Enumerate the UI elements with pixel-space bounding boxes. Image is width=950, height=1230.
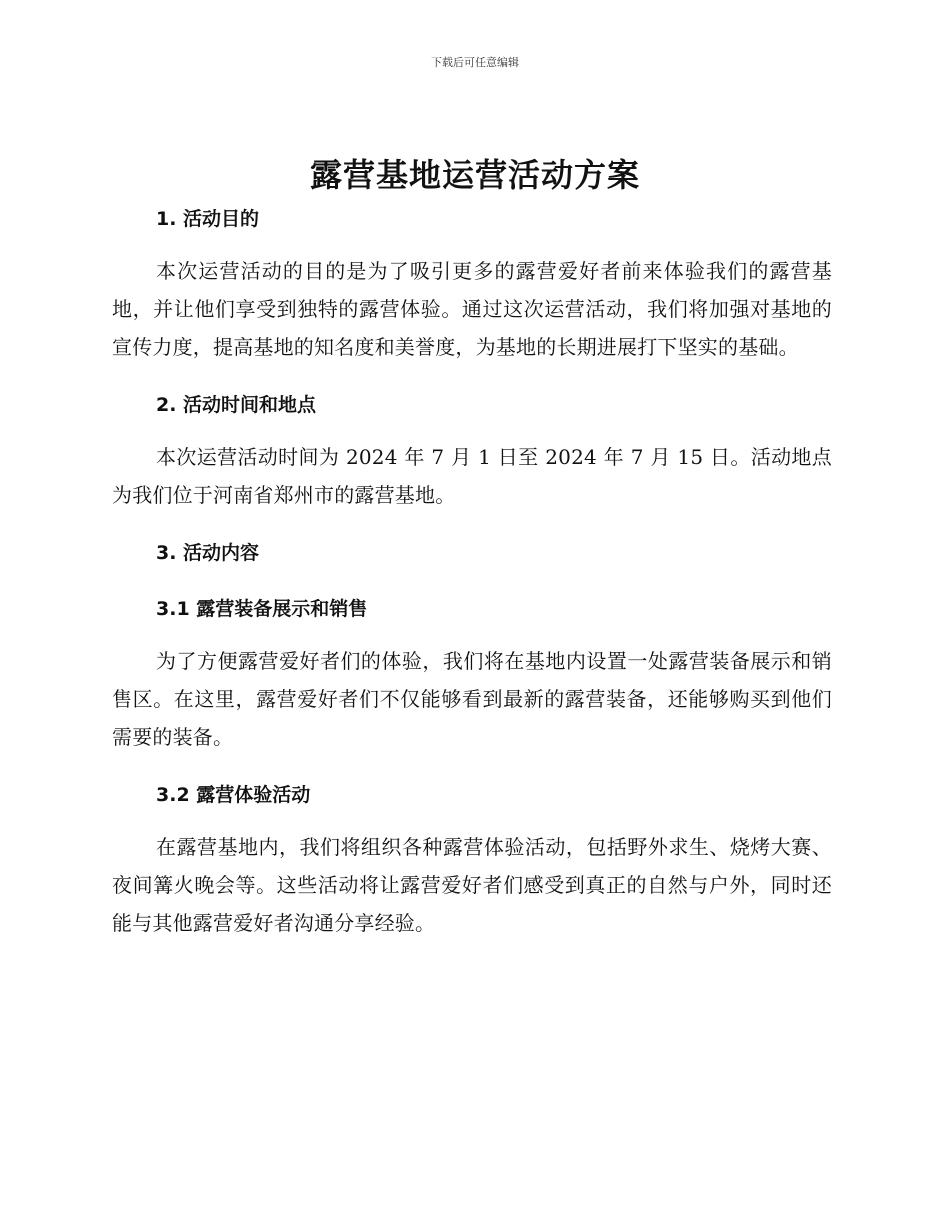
section-heading-content: 3. 活动内容 [156,542,260,564]
header-note: 下载后可任意编辑 [431,56,519,69]
document-title: 露营基地运营活动方案 [309,156,640,194]
section-heading-experience: 3.2 露营体验活动 [156,784,311,806]
section-heading-equipment: 3.1 露营装备展示和销售 [156,598,368,620]
section-paragraph-purpose: 本次运营活动的目的是为了吸引更多的露营爱好者前来体验我们的露营基地，并让他们享受到独特的露营体验。通过这次运营活动，我们将加强对基地的宣传力度，提高基地的知名度和美誉度，为基地的长期进展打下坚实的基础。 [112,259,832,359]
document-body [112,202,832,942]
section-heading-time-place: 2. 活动时间和地点 [156,394,317,416]
section-paragraph-equipment: 为了方便露营爱好者们的体验，我们将在基地内设置一处露营装备展示和销售区。在这里，露营爱好者们不仅能够看到最新的露营装备，还能够购买到他们需要的装备。 [112,649,832,749]
section-heading-purpose: 1. 活动目的 [156,208,260,230]
section-paragraph-experience: 在露营基地内，我们将组织各种露营体验活动，包括野外求生、烧烤大赛、夜间篝火晚会等。这些活动将让露营爱好者们感受到真正的自然与户外，同时还能与其他露营爱好者沟通分享经验。 [112,835,832,935]
section-paragraph-time-place: 本次运营活动时间为 2024 年 7 月 1 日至 2024 年 7 月 15 日。活动地点为我们位于河南省郑州市的露营基地。 [112,445,832,507]
